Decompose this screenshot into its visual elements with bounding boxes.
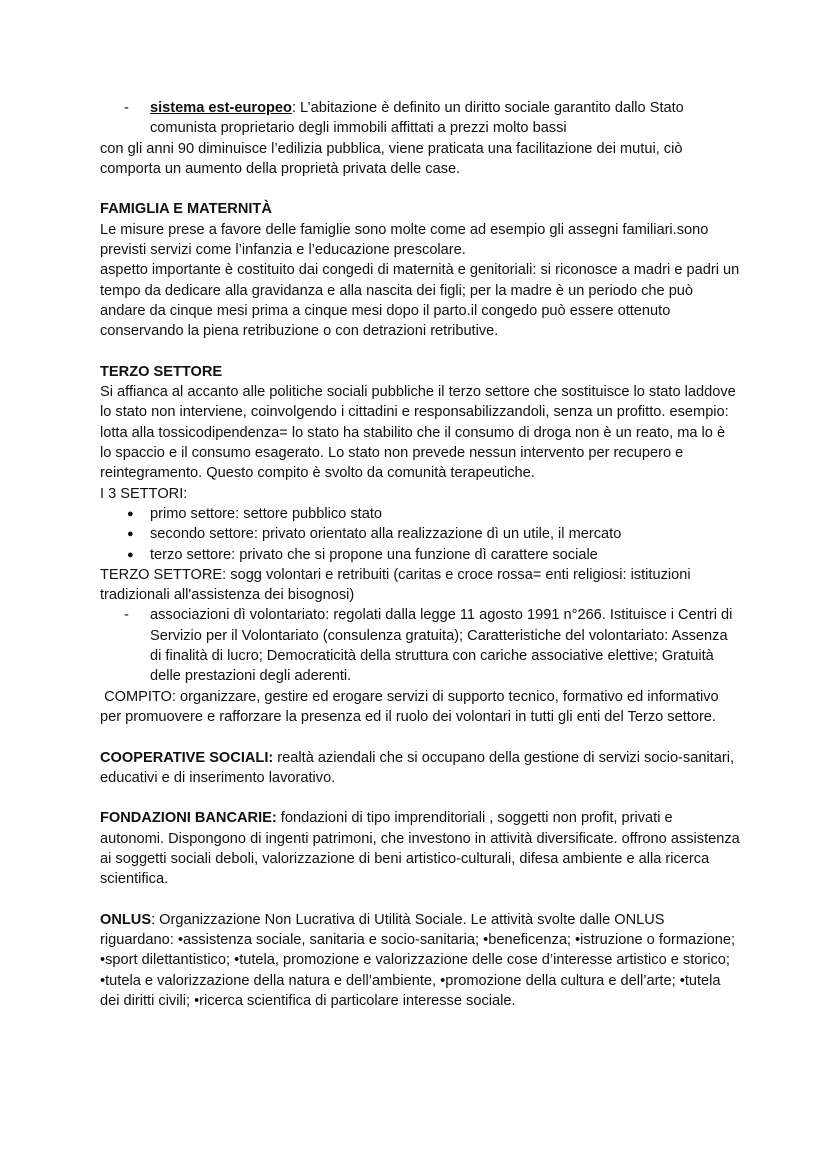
cooperative-paragraph	[100, 748, 740, 789]
east-european-item	[100, 98, 740, 139]
settore-text: terzo settore: privato che si propone una funzione dì carattere sociale	[150, 546, 598, 563]
list-item	[100, 524, 740, 544]
east-european-text: : L’abitazione è definito un diritto sociale garantito dallo Stato comunista proprietario degli immobili affittati a prezzi molto bassi	[150, 100, 684, 137]
settore-text: primo settore: settore pubblico stato	[150, 505, 382, 522]
famiglia-paragraph: Le misure prese a favore delle famiglie sono molte come ad esempio gli assegni familiari.sono previsti servizi come l’infanzia e l’educazione prescolare.	[100, 221, 709, 259]
cooperative-heading: COOPERATIVE SOCIALI:	[100, 749, 274, 766]
list-item	[100, 545, 740, 565]
terzo-settore-definition: TERZO SETTORE: sogg volontari e retribuiti (caritas e croce rossa= enti religiosi: istituzioni tradizionali all'assistenza dei bisognosi)	[100, 566, 691, 604]
onlus-heading: ONLUS	[100, 911, 152, 928]
settore-text: secondo settore: privato orientato alla realizzazione dì un utile, il mercato	[150, 526, 622, 543]
cooperative-text: realtà aziendali che si occupano della gestione di servizi socio-sanitari, educativi e di inserimento lavorativo.	[100, 749, 735, 786]
onlus-text: : Organizzazione Non Lucrativa di Utilità Sociale. Le attività svolte dalle ONLUS riguardano: •assistenza sociale, sanitaria e socio-sanitaria; •beneficenza; •istruzione o formazione; •sport dilettantistico; •tutela, promozione e valorizzazione delle cose d’interesse artistico e storico; •tutela e valorizzazione della natura e dell’ambiente, •promozione della cultura e dell’arte; •tutela dei diritti civili; •ricerca scientifica di particolare interesse sociale.	[100, 911, 736, 1010]
list-item	[100, 504, 740, 524]
onlus-paragraph	[100, 910, 740, 1011]
settori-label: I 3 SETTORI:	[100, 485, 188, 502]
east-european-term: sistema est-europeo	[150, 100, 292, 116]
famiglia-heading: FAMIGLIA E MATERNITÀ	[100, 201, 272, 218]
dash-marker: -	[124, 100, 129, 116]
famiglia-paragraph-2: aspetto importante è costituito dai congedi di maternità e genitoriali: si riconosce a madri e padri un tempo da dedicare alla gravidanza e alla nascita dei figli; per la madre è un periodo che può andare da cinque mesi prima a cinque mesi dopo il parto.il congedo può essere ottenuto conservando la piena retribuzione o con detrazioni retributive.	[100, 262, 740, 340]
associazioni-text: associazioni dì volontariato: regolati dalla legge 11 agosto 1991 n°266. Istituisce i Centri di Servizio per il Volontariato (consulenza gratuita); Caratteristiche del volontariato: Assenza di finalità di lucro; Democraticità della struttura con cariche associative elettive; Gratuità delle prestazioni degli aderenti.	[150, 607, 733, 685]
terzo-settore-paragraph: Si affianca al accanto alle politiche sociali pubbliche il terzo settore che sostituisce lo stato laddove lo stato non interviene, coinvolgendo i cittadini e responsabilizzandoli, senza un profitto. esempio: lotta alla tossicodipendenza= lo stato ha stabilito che il consumo di droga non è un reato, ma lo è lo spaccio e il consumo esagerato. Lo stato non prevede nessun intervento per recupero e reintegramento. Questo compito è svolto da comunità terapeutiche.	[100, 384, 736, 482]
associazioni-item	[100, 605, 740, 686]
terzo-settore-heading: TERZO SETTORE	[100, 363, 223, 380]
east-european-continuation: con gli anni 90 diminuisce l’edilizia pubblica, viene praticata una facilitazione dei mutui, ciò comporta un aumento della proprietà privata delle case.	[100, 140, 683, 177]
fondazioni-paragraph	[100, 808, 740, 889]
compito-paragraph: COMPITO: organizzare, gestire ed erogare servizi di supporto tecnico, formativo ed informativo per promuovere e rafforzare la presenza ed il ruolo dei volontari in tutti gli enti del Terzo settore.	[100, 688, 723, 725]
bullet-marker: ●	[127, 507, 134, 520]
fondazioni-heading: FONDAZIONI BANCARIE:	[100, 810, 277, 827]
dash-marker: -	[124, 607, 129, 624]
document-body	[100, 98, 740, 1011]
fondazioni-text: fondazioni di tipo imprenditoriali , soggetti non profit, privati e autonomi. Dispongono di ingenti patrimoni, che investono in attività diversificate. offrono assistenza ai soggetti sociali deboli, valorizzazione di beni artistico-culturali, difesa ambiente e alla ricerca scientifica.	[100, 810, 740, 888]
bullet-marker: ●	[127, 548, 134, 561]
bullet-marker: ●	[127, 528, 134, 541]
